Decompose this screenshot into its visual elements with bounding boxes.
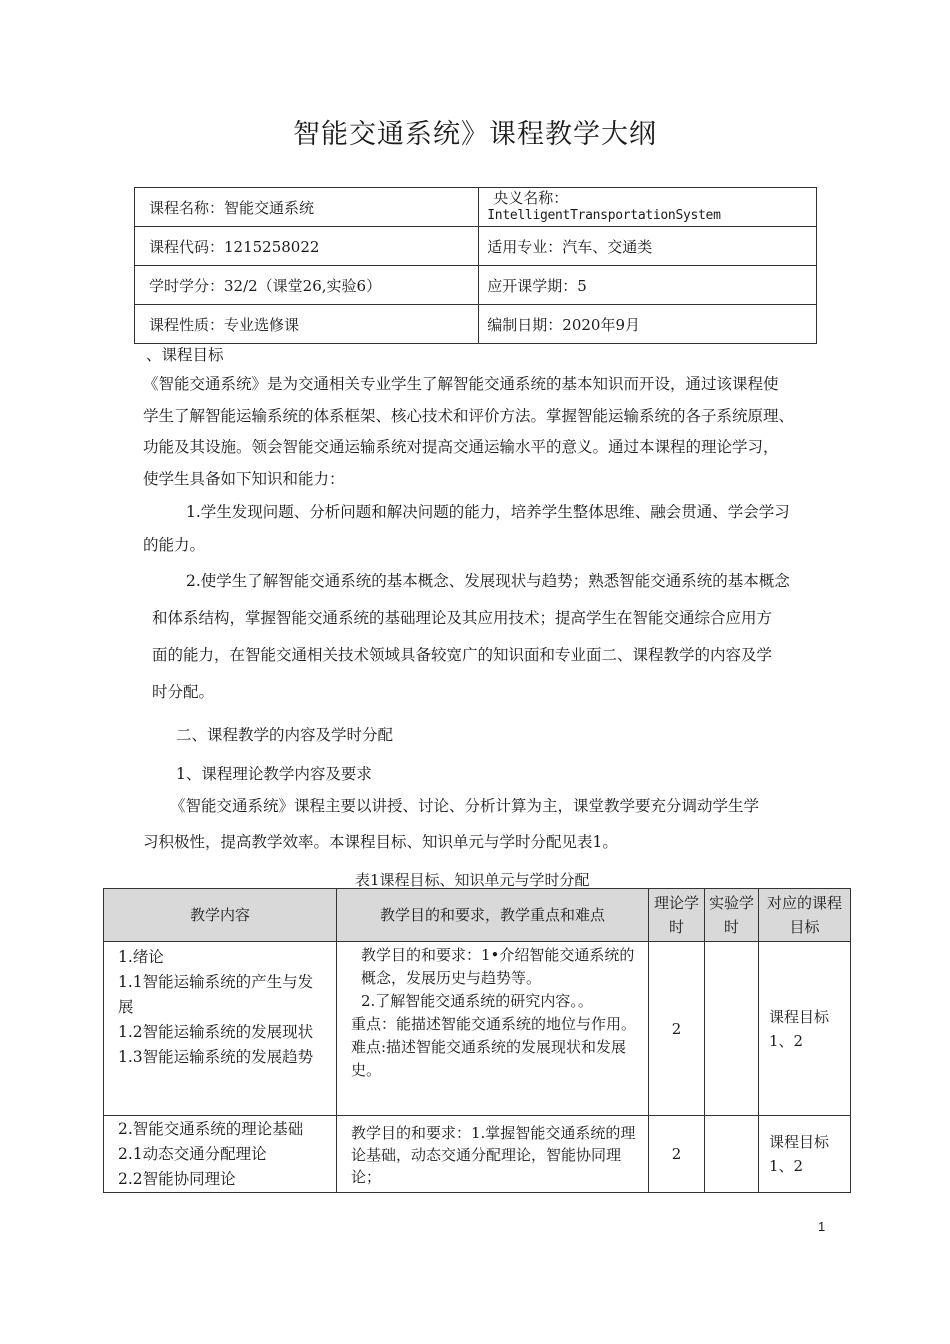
- para2-line1: 《智能交通系统》课程主要以讲授、讨论、分析计算为主，课堂教学要充分调动学生学: [170, 797, 760, 815]
- semester: 应开课学期：5: [479, 266, 817, 305]
- header-content: 教学内容: [104, 889, 337, 942]
- course-content-table: [103, 888, 851, 1193]
- row2-course-goal: 课程目标1、2: [759, 1116, 851, 1193]
- para1-line1: 《智能交通系统》是为交通相关专业学生了解智能交通系统的基本知识而开设，通过该课程使: [143, 375, 779, 393]
- row2-theory-hours: 2: [649, 1116, 705, 1193]
- item1-line2: 的能力。: [143, 536, 206, 554]
- credit-hours: 学时学分：32/2（课堂26,实验6）: [135, 266, 479, 305]
- para1-line2: 学生了解智能运输系统的体系框架、核心技术和评价方法。掌握智能运输系统的各子系统原理、: [143, 407, 795, 425]
- row2-lab-hours: [705, 1116, 759, 1193]
- table-header-row: [104, 889, 851, 942]
- item1-line1: 1.学生发现问题、分析问题和解决问题的能力，培养学生整体思维、融会贯通、学会学习: [186, 503, 790, 521]
- section-heading-content: 二、课程教学的内容及学时分配: [176, 726, 394, 744]
- course-nature: 课程性质：专业选修课: [135, 305, 479, 344]
- row2-aims: [337, 1116, 649, 1193]
- course-code: 课程代码：1215258022: [135, 227, 479, 266]
- row1-aims: [337, 942, 649, 1116]
- para1-line3: 功能及其设施。领会智能交通运输系统对提高交通运输水平的意义。通过本课程的理论学习，: [143, 438, 779, 456]
- row1-content-line: 1.3智能运输系统的发展趋势: [118, 1048, 314, 1066]
- item2-line4: 时分配。: [152, 683, 215, 701]
- course-info-table: [134, 187, 817, 344]
- english-name-label: 央义名称：: [493, 189, 569, 207]
- english-name-cell: [479, 188, 817, 227]
- table-row: [104, 942, 851, 1116]
- english-name-value: IntelligentTransportationSystem: [487, 208, 721, 223]
- row1-aims-line: 难点:描述智能交通系统的发展现状和发展史。: [351, 1038, 627, 1079]
- table-caption: 表1课程目标、知识单元与学时分配: [355, 871, 590, 889]
- header-lab-hours: 实验学时: [705, 889, 759, 942]
- header-aims: 教学目的和要求，教学重点和难点: [337, 889, 649, 942]
- applicable-major: 适用专业：汽车、交通类: [479, 227, 817, 266]
- item2-line3: 面的能力，在智能交通相关技术领域具备较宽广的知识面和专业面二、课程教学的内容及学: [152, 646, 773, 664]
- row1-content-line: 1.绪论: [118, 948, 164, 966]
- compile-date: 编制日期：2020年9月: [479, 305, 817, 344]
- course-name: 课程名称：智能交通系统: [135, 188, 479, 227]
- row1-content: [104, 942, 337, 1116]
- row1-content-line: 1.1智能运输系统的产生与发展: [118, 973, 314, 1016]
- row2-content-line: 2.2智能协同理论: [118, 1170, 236, 1188]
- subsection-heading-theory: 1、课程理论教学内容及要求: [176, 765, 372, 783]
- page-title: 智能交通系统》课程教学大纲: [293, 119, 657, 150]
- table-row: [104, 1116, 851, 1193]
- row2-content-line: 2.1动态交通分配理论: [118, 1145, 267, 1163]
- row1-lab-hours: [705, 942, 759, 1116]
- row2-content: [104, 1116, 337, 1193]
- row1-aims-line: 2.了解智能交通系统的研究内容。。: [361, 992, 593, 1010]
- header-theory-hours: 理论学时: [649, 889, 705, 942]
- section-heading-goals: 、课程目标: [146, 346, 224, 364]
- row1-content-line: 1.2智能运输系统的发展现状: [118, 1023, 314, 1041]
- header-course-goal: 对应的课程目标: [759, 889, 851, 942]
- row1-aims-line: 重点：能描述智能交通系统的地位与作用。: [351, 1015, 637, 1033]
- row2-content-line: 2.智能交通系统的理论基础: [118, 1120, 304, 1138]
- row1-aims-line: 教学目的和要求：1•介绍智能交通系统的概念，发展历史与趋势等。: [361, 946, 635, 987]
- para1-line4: 使学生具备如下知识和能力：: [143, 470, 345, 488]
- row1-theory-hours: 2: [649, 942, 705, 1116]
- item2-line2: 和体系结构，掌握智能交通系统的基础理论及其应用技术；提高学生在智能交通综合应用方: [152, 609, 773, 627]
- para2-line2: 习积极性，提高教学效率。本课程目标、知识单元与学时分配见表1。: [143, 833, 618, 851]
- row2-aims-line: 教学目的和要求：1.掌握智能交通系统的理论基础，动态交通分配理论，智能协同理论；: [351, 1124, 636, 1186]
- row1-course-goal: 课程目标1、2: [759, 942, 851, 1116]
- item2-line1: 2.使学生了解智能交通系统的基本概念、发展现状与趋势；熟悉智能交通系统的基本概念: [186, 572, 790, 590]
- page-number: 1: [818, 1219, 826, 1234]
